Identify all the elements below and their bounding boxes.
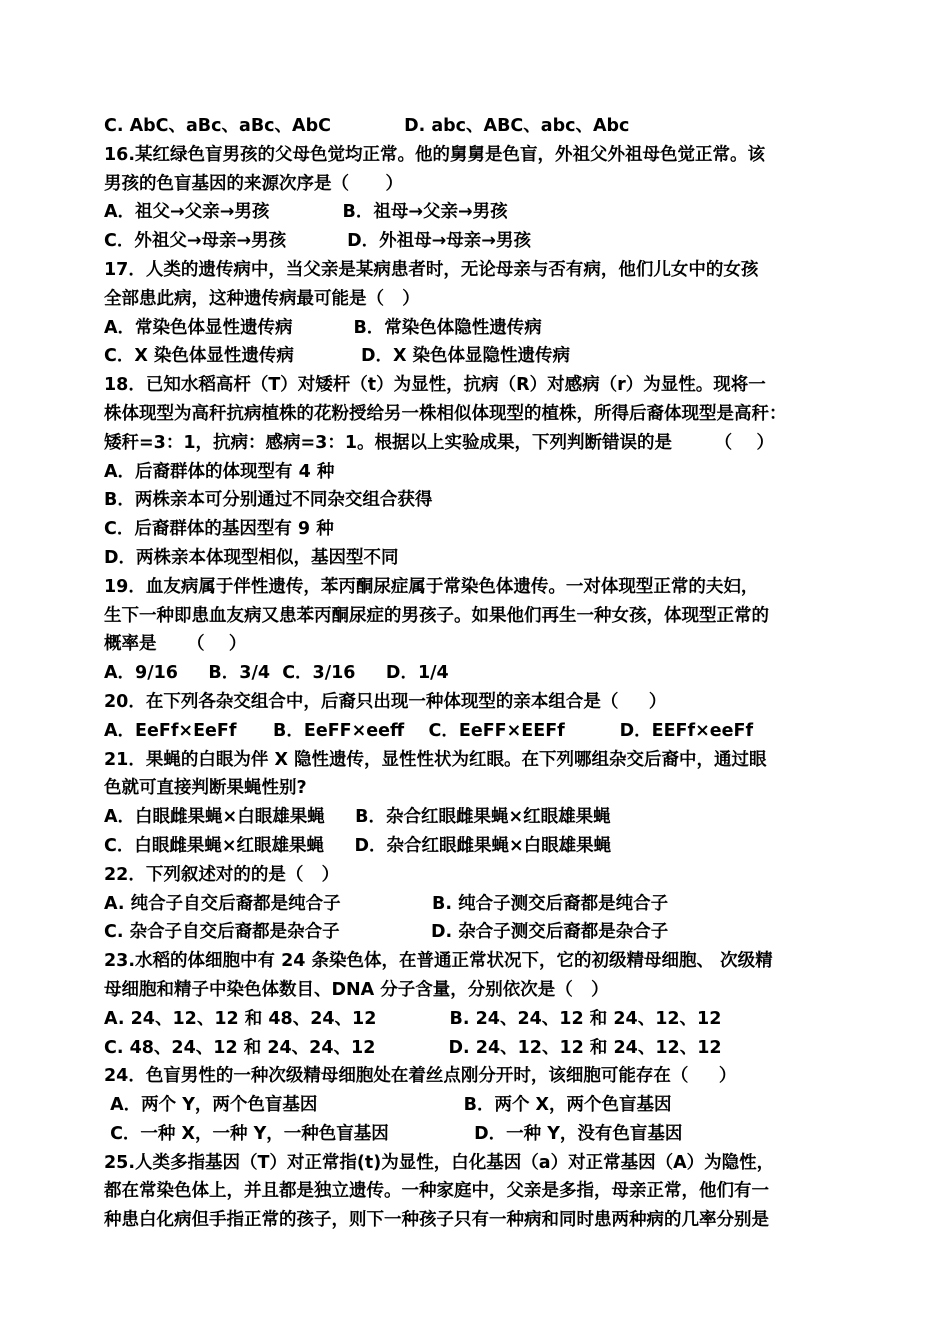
text-line: 种患白化病但手指正常的孩子，则下一种孩子只有一种病和同时患两种病的几率分别是 xyxy=(104,1210,769,1231)
text-line: 22．下列叙述对的的是（ ） xyxy=(104,864,340,885)
text-line: 16.某红绿色盲男孩的父母色觉均正常。他的舅舅是色盲，外祖父外祖母色觉正常。该 xyxy=(104,144,765,165)
text-line: 都在常染色体上，并且都是独立遗传。一种家庭中，父亲是多指，母亲正常，他们有一 xyxy=(104,1181,769,1202)
text-line: A．常染色体显性遗传病 B．常染色体隐性遗传病 xyxy=(104,317,542,338)
text-line: 全部患此病，这种遗传病最可能是（ ） xyxy=(104,288,420,309)
text-line: 17．人类的遗传病中，当父亲是某病患者时，无论母亲与否有病，他们儿女中的女孩 xyxy=(104,259,759,280)
text-line: C. AbC、aBc、aBc、AbC D. abc、ABC、abc、Abc xyxy=(104,116,630,136)
text-line: A．9/16 B．3/4 C．3/16 D．1/4 xyxy=(104,663,449,684)
text-line: 母细胞和精子中染色体数目、DNA 分子含量，分别依次是（ ） xyxy=(104,979,609,1000)
text-line: 25.人类多指基因（T）对正常指(t)为显性，白化基因（a）对正常基因（A）为隐性， xyxy=(104,1152,775,1173)
text-line: 20．在下列各杂交组合中，后裔只出现一种体现型的亲本组合是（ ） xyxy=(104,691,667,712)
text-line: C．外祖父→母亲→男孩 D．外祖母→母亲→男孩 xyxy=(104,231,531,252)
text-line: 21．果蝇的白眼为伴 X 隐性遗传，显性性状为红眼。在下列哪组杂交后裔中，通过眼 xyxy=(104,749,767,770)
text-line: 19．血友病属于伴性遗传，苯丙酮尿症属于常染色体遗传。一对体现型正常的夫妇， xyxy=(104,576,759,597)
text-line: B．两株亲本可分别通过不同杂交组合获得 xyxy=(104,490,433,511)
text-line: A．两个 Y，两个色盲基因 B．两个 X，两个色盲基因 xyxy=(104,1095,672,1116)
text-line: C．白眼雌果蝇×红眼雄果蝇 D．杂合红眼雌果蝇×白眼雄果蝇 xyxy=(104,835,612,856)
text-line: 23.水稻的体细胞中有 24 条染色体，在普通正常状况下，它的初级精母细胞、 次级精 xyxy=(104,951,773,972)
text-line: C. 48、24、12 和 24、24、12 D. 24、12、12 和 24、12、12 xyxy=(104,1037,722,1058)
text-line: A．白眼雌果蝇×白眼雄果蝇 B．杂合红眼雌果蝇×红眼雄果蝇 xyxy=(104,807,611,828)
text-line: 男孩的色盲基因的来源次序是（ ） xyxy=(104,173,404,194)
text-line: C．X 染色体显性遗传病 D．X 染色体显隐性遗传病 xyxy=(104,346,571,367)
text-line: 概率是 （ ） xyxy=(104,634,247,655)
text-line: 18．已知水稻高杆（T）对矮杆（t）为显性，抗病（R）对感病（r）为显性。现将一 xyxy=(104,375,766,396)
text-line: 生下一种即患血友病又患苯丙酮尿症的男孩子。如果他们再生一种女孩，体现型正常的 xyxy=(104,605,769,626)
text-line: A. 24、12、12 和 48、24、12 B. 24、24、12 和 24、12、12 xyxy=(104,1008,722,1029)
text-line: 色就可直接判断果蝇性别? xyxy=(104,778,307,799)
text-line: 24．色盲男性的一种次级精母细胞处在着丝点刚分开时，该细胞可能存在（ ） xyxy=(104,1066,737,1087)
document-body xyxy=(104,112,864,1235)
text-line: A．后裔群体的体现型有 4 种 xyxy=(104,461,335,482)
text-line: 矮秆=3：1，抗病：感病=3：1。根据以上实验成果，下列判断错误的是 （ ） xyxy=(104,432,775,453)
text-line: 株体现型为高秆抗病植株的花粉授给另一株相似体现型的植株，所得后裔体现型是高秆： xyxy=(104,403,787,424)
text-line: D．两株亲本体现型相似，基因型不同 xyxy=(104,547,399,568)
text-line: C．后裔群体的基因型有 9 种 xyxy=(104,519,334,540)
text-line: A．祖父→父亲→男孩 B．祖母→父亲→男孩 xyxy=(104,202,508,223)
text-line: A．EeFf×EeFf B．EeFF×eeff C．EeFF×EEFf D．EEFf×eeFf xyxy=(104,720,754,741)
text-line: A. 纯合子自交后裔都是纯合子 B. 纯合子测交后裔都是纯合子 xyxy=(104,893,669,914)
text-line: C．一种 X，一种 Y，一种色盲基因 D．一种 Y，没有色盲基因 xyxy=(104,1123,683,1144)
text-line: C. 杂合子自交后裔都是杂合子 D. 杂合子测交后裔都是杂合子 xyxy=(104,922,669,943)
